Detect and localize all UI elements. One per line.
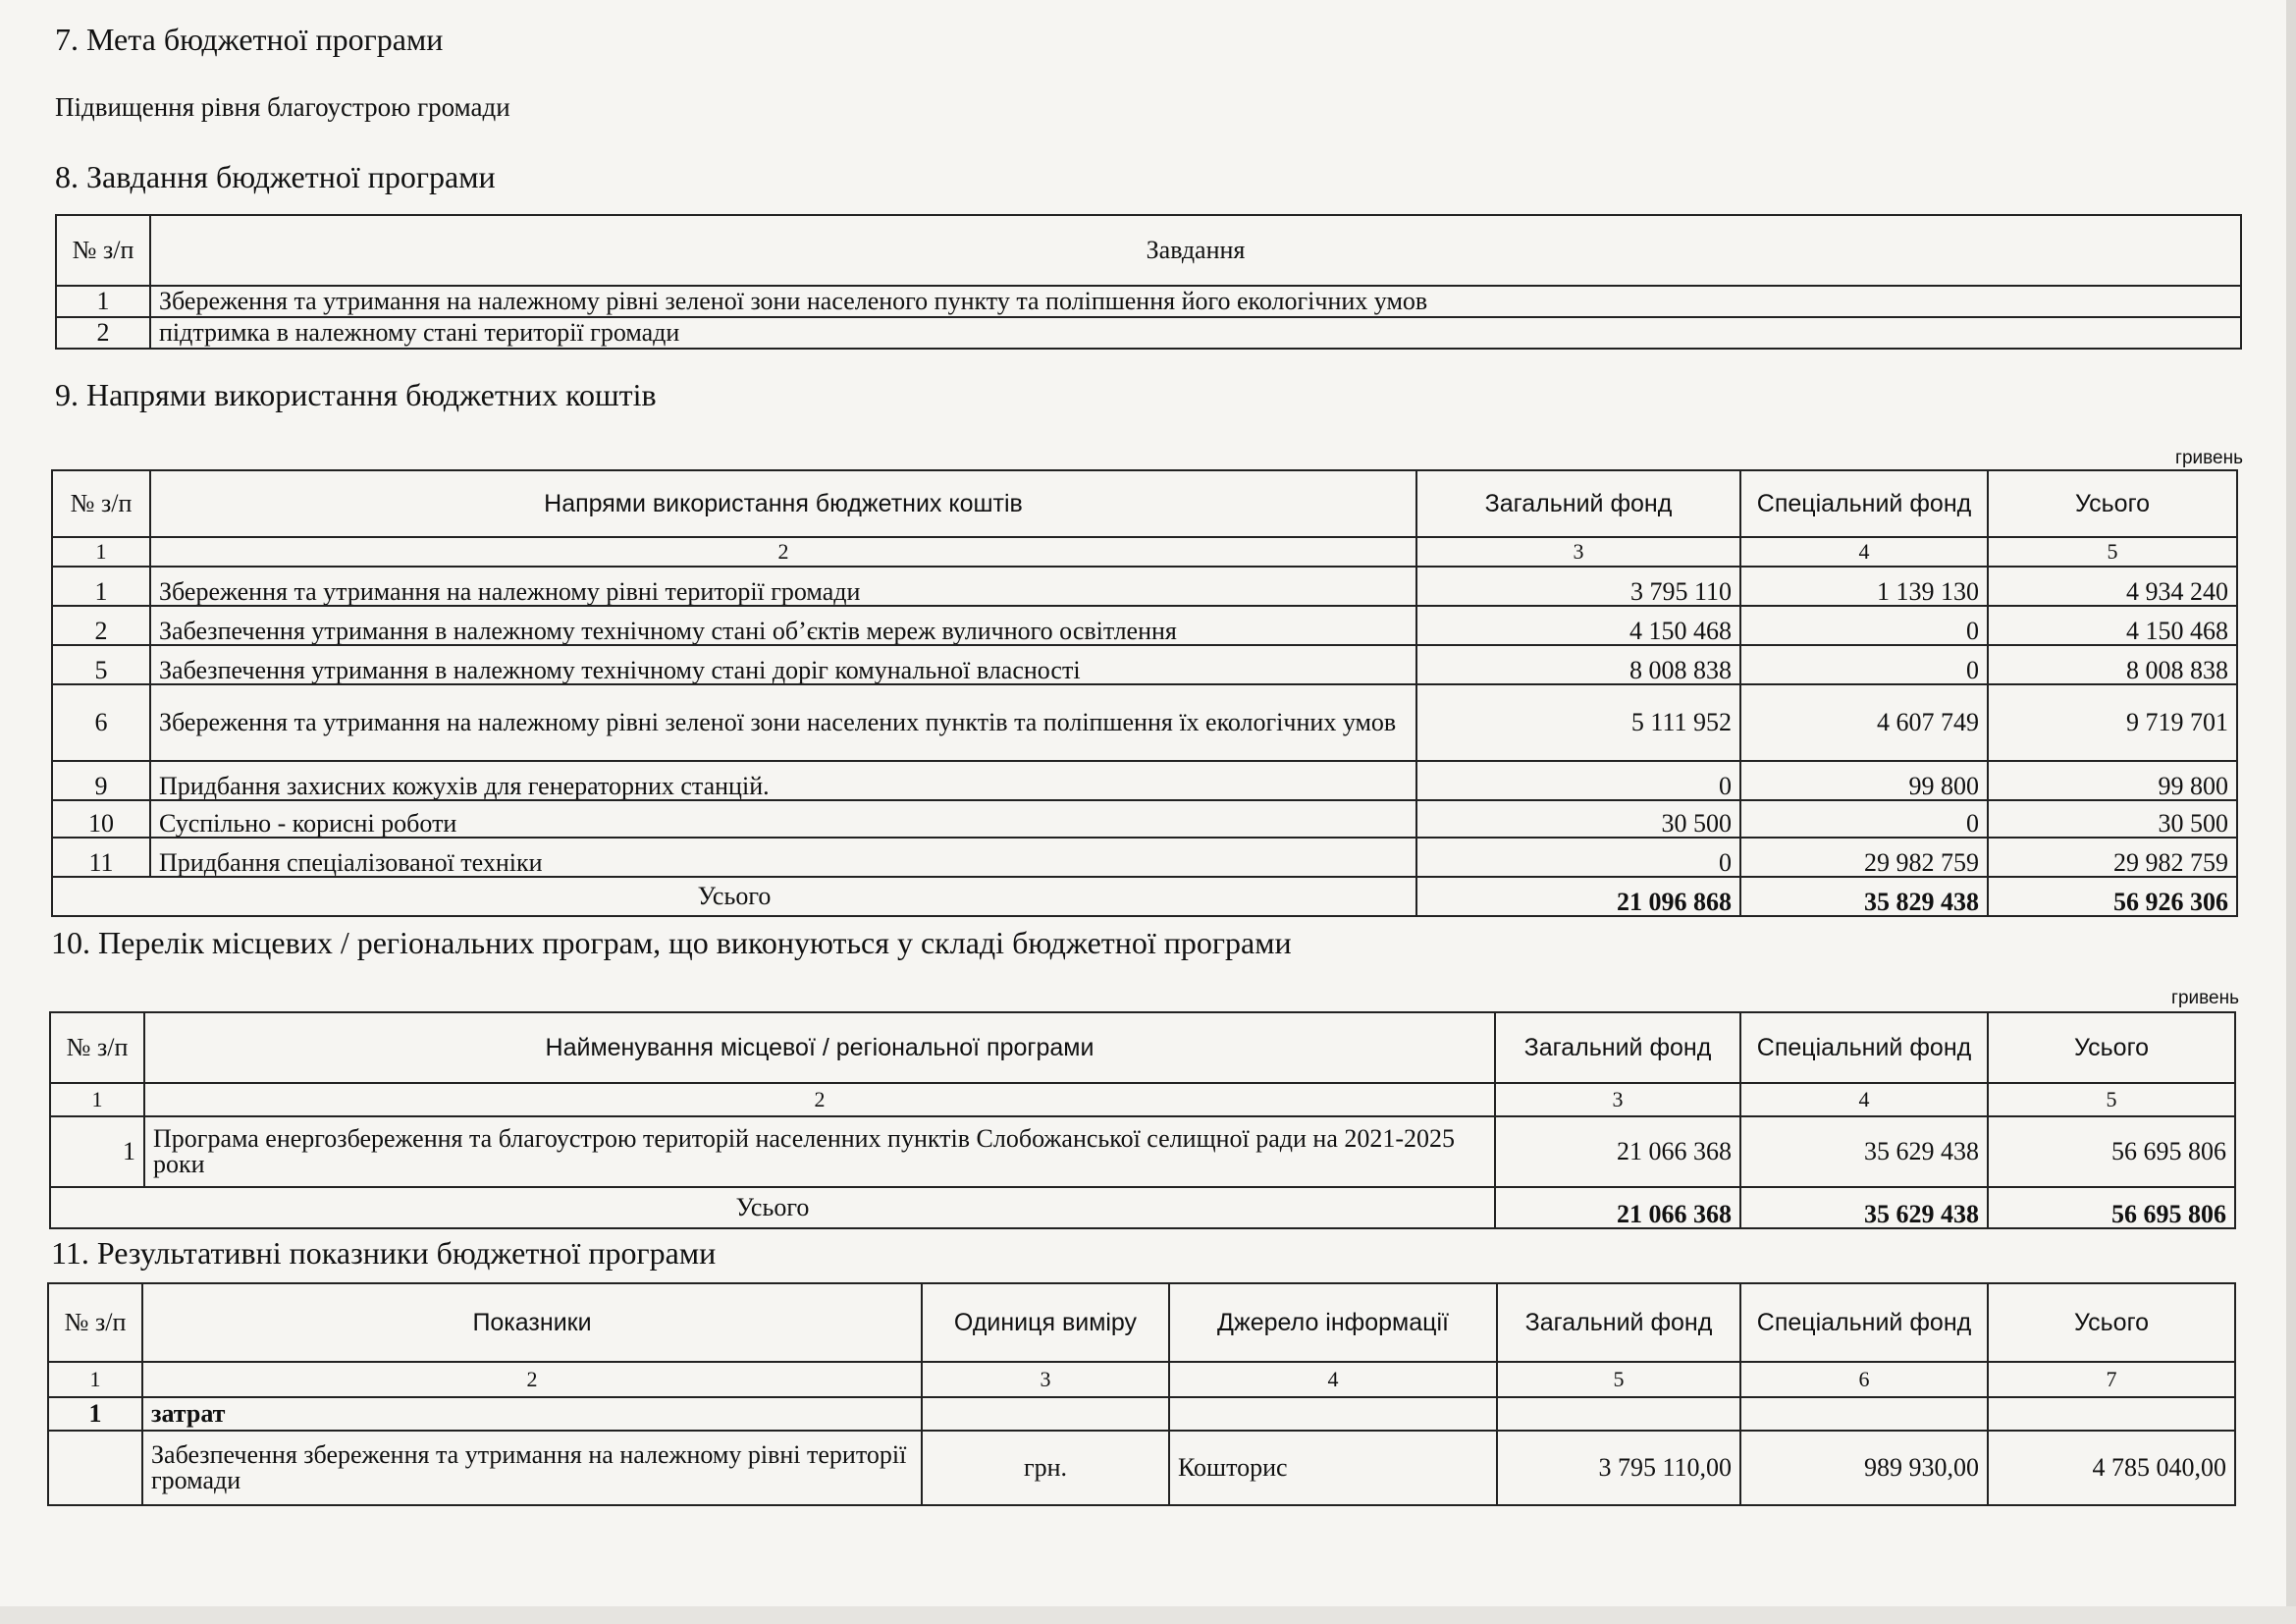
totals-general-fund: 21 096 868: [1416, 877, 1740, 916]
row-direction: Забезпечення утримання в належному технічному стані доріг комунальної власності: [150, 645, 1416, 684]
header-total: Усього: [1988, 470, 2237, 537]
col-index: 4: [1740, 1083, 1988, 1116]
group-label: затрат: [142, 1397, 922, 1431]
row-source: Кошторис: [1169, 1431, 1497, 1505]
row-num: 2: [56, 317, 150, 349]
row-total: 30 500: [1988, 800, 2237, 838]
table-row: [56, 286, 2241, 317]
row-num-empty: [48, 1431, 142, 1505]
table-row: [52, 567, 2237, 606]
col-index: 3: [1416, 537, 1740, 567]
totals-row: [50, 1187, 2235, 1228]
row-total: 99 800: [1988, 761, 2237, 800]
row-num: 1: [56, 286, 150, 317]
header-num: № з/п: [50, 1012, 144, 1083]
col-index: 4: [1169, 1362, 1497, 1397]
row-num: 5: [52, 645, 150, 684]
section-8-title: 8. Завдання бюджетної програми: [55, 159, 496, 194]
col-index: 6: [1740, 1362, 1988, 1397]
section-9-unit: гривень: [2175, 448, 2243, 468]
row-task: підтримка в належному стані території громади: [150, 317, 2241, 349]
row-num: 9: [52, 761, 150, 800]
table-row: [52, 800, 2237, 838]
col-index: 5: [1988, 537, 2237, 567]
totals-label: Усього: [50, 1187, 1495, 1228]
table-header-row: [50, 1012, 2235, 1083]
row-direction: Забезпечення утримання в належному технічному стані об’єктів мереж вуличного освітлення: [150, 606, 1416, 645]
row-general-fund: 3 795 110,00: [1497, 1431, 1740, 1505]
header-source: Джерело інформації: [1169, 1283, 1497, 1362]
row-task: Збереження та утримання на належному рівні зеленої зони населеного пункту та поліпшення його екологічних умов: [150, 286, 2241, 317]
row-program-name: Програма енергозбереження та благоустрою територій населенних пунктів Слобожанської селищної ради на 2021-2025 роки: [144, 1116, 1495, 1187]
row-special-fund: 4 607 749: [1740, 684, 1988, 761]
table-row: [48, 1431, 2235, 1505]
table-header-row: [48, 1283, 2235, 1362]
col-index: 2: [150, 537, 1416, 567]
performance-indicators-table: [47, 1282, 2236, 1506]
section-9-title: 9. Напрями використання бюджетних коштів: [55, 377, 657, 412]
row-total: 4 150 468: [1988, 606, 2237, 645]
header-special-fund: Спеціальний фонд: [1740, 1012, 1988, 1083]
row-direction: Суспільно - корисні роботи: [150, 800, 1416, 838]
table-row: [50, 1116, 2235, 1187]
header-program-name: Найменування місцевої / регіональної програми: [144, 1012, 1495, 1083]
row-total: 56 695 806: [1988, 1116, 2235, 1187]
row-num: 10: [52, 800, 150, 838]
totals-general-fund: 21 066 368: [1495, 1187, 1740, 1228]
col-index: 2: [142, 1362, 922, 1397]
col-index: 1: [52, 537, 150, 567]
row-num: 11: [52, 838, 150, 877]
table-row: [52, 645, 2237, 684]
row-direction: Збереження та утримання на належному рівні зеленої зони населених пунктів та поліпшення їх екологічних умов: [150, 684, 1416, 761]
col-index: 1: [50, 1083, 144, 1116]
page-bottom-edge: [0, 1606, 2296, 1624]
row-general-fund: 0: [1416, 838, 1740, 877]
col-index: 5: [1497, 1362, 1740, 1397]
col-index: 1: [48, 1362, 142, 1397]
header-total: Усього: [1988, 1012, 2235, 1083]
table-row: [56, 317, 2241, 349]
totals-label: Усього: [52, 877, 1416, 916]
row-special-fund: 99 800: [1740, 761, 1988, 800]
row-total: 4 785 040,00: [1988, 1431, 2235, 1505]
row-general-fund: 0: [1416, 761, 1740, 800]
header-num: № з/п: [48, 1283, 142, 1362]
col-index: 4: [1740, 537, 1988, 567]
header-direction: Напрями використання бюджетних коштів: [150, 470, 1416, 537]
group-num: 1: [48, 1397, 142, 1431]
row-general-fund: 21 066 368: [1495, 1116, 1740, 1187]
section-7-text: Підвищення рівня благоустрою громади: [55, 92, 510, 122]
row-general-fund: 4 150 468: [1416, 606, 1740, 645]
row-general-fund: 3 795 110: [1416, 567, 1740, 606]
row-special-fund: 0: [1740, 800, 1988, 838]
section-11-title: 11. Результативні показники бюджетної програми: [51, 1235, 717, 1271]
local-programs-table: [49, 1011, 2236, 1229]
col-index: 3: [1495, 1083, 1740, 1116]
row-special-fund: 0: [1740, 606, 1988, 645]
header-general-fund: Загальний фонд: [1495, 1012, 1740, 1083]
header-general-fund: Загальний фонд: [1497, 1283, 1740, 1362]
column-index-row: [52, 537, 2237, 567]
col-index: 3: [922, 1362, 1169, 1397]
header-task: Завдання: [150, 215, 2241, 286]
row-general-fund: 30 500: [1416, 800, 1740, 838]
row-direction: Придбання спеціалізованої техніки: [150, 838, 1416, 877]
row-unit: грн.: [922, 1431, 1169, 1505]
header-special-fund: Спеціальний фонд: [1740, 1283, 1988, 1362]
row-direction: Придбання захисних кожухів для генераторних станцій.: [150, 761, 1416, 800]
totals-total: 56 926 306: [1988, 877, 2237, 916]
row-total: 29 982 759: [1988, 838, 2237, 877]
col-index: 7: [1988, 1362, 2235, 1397]
column-index-row: [50, 1083, 2235, 1116]
table-header-row: [56, 215, 2241, 286]
totals-row: [52, 877, 2237, 916]
table-row: [52, 684, 2237, 761]
col-index: 5: [1988, 1083, 2235, 1116]
row-direction: Збереження та утримання на належному рівні території громади: [150, 567, 1416, 606]
table-row: [52, 838, 2237, 877]
row-num: 1: [50, 1116, 144, 1187]
row-indicator: Забезпечення збереження та утримання на належному рівні території громади: [142, 1431, 922, 1505]
section-7-title: 7. Мета бюджетної програми: [55, 22, 444, 57]
row-special-fund: 29 982 759: [1740, 838, 1988, 877]
totals-special-fund: 35 629 438: [1740, 1187, 1988, 1228]
table-header-row: [52, 470, 2237, 537]
row-special-fund: 989 930,00: [1740, 1431, 1988, 1505]
header-total: Усього: [1988, 1283, 2235, 1362]
header-indicator: Показники: [142, 1283, 922, 1362]
row-total: 9 719 701: [1988, 684, 2237, 761]
section-10-unit: гривень: [2171, 988, 2239, 1008]
section-10-title: 10. Перелік місцевих / регіональних програм, що виконуються у складі бюджетної програми: [51, 925, 1292, 960]
row-num: 6: [52, 684, 150, 761]
row-total: 4 934 240: [1988, 567, 2237, 606]
column-index-row: [48, 1362, 2235, 1397]
row-general-fund: 8 008 838: [1416, 645, 1740, 684]
row-special-fund: 1 139 130: [1740, 567, 1988, 606]
header-unit: Одиниця виміру: [922, 1283, 1169, 1362]
totals-total: 56 695 806: [1988, 1187, 2235, 1228]
row-special-fund: 35 629 438: [1740, 1116, 1988, 1187]
table-row: [52, 761, 2237, 800]
header-special-fund: Спеціальний фонд: [1740, 470, 1988, 537]
header-num: № з/п: [52, 470, 150, 537]
row-general-fund: 5 111 952: [1416, 684, 1740, 761]
row-num: 2: [52, 606, 150, 645]
row-total: 8 008 838: [1988, 645, 2237, 684]
header-general-fund: Загальний фонд: [1416, 470, 1740, 537]
totals-special-fund: 35 829 438: [1740, 877, 1988, 916]
group-row: [48, 1397, 2235, 1431]
row-num: 1: [52, 567, 150, 606]
tasks-table: [55, 214, 2242, 350]
table-row: [52, 606, 2237, 645]
header-num: № з/п: [56, 215, 150, 286]
col-index: 2: [144, 1083, 1495, 1116]
page-edge: [2286, 0, 2296, 1624]
row-special-fund: 0: [1740, 645, 1988, 684]
budget-directions-table: [51, 469, 2238, 917]
